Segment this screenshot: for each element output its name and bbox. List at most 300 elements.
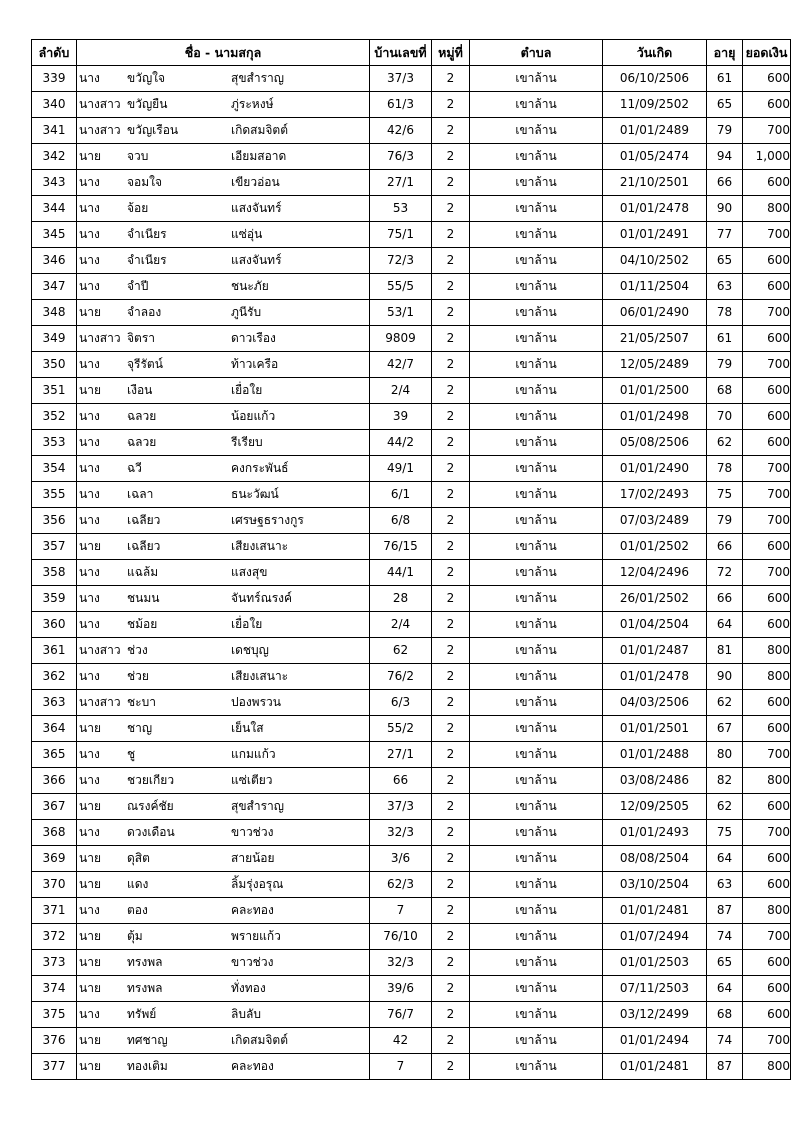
table-row	[32, 742, 791, 768]
cell-moo: 2	[432, 690, 470, 716]
cell-tambon: เขาล้าน	[470, 716, 603, 742]
name-last: ลิ้มรุ่งอรุณ	[231, 877, 284, 891]
cell-amount: 800	[743, 638, 791, 664]
cell-dob: 01/01/2500	[603, 378, 707, 404]
name-last: ขาวช่วง	[231, 955, 274, 969]
cell-name	[77, 716, 370, 742]
cell-age: 82	[707, 768, 743, 794]
cell-name	[77, 924, 370, 950]
cell-dob: 01/05/2474	[603, 144, 707, 170]
cell-seq: 362	[32, 664, 77, 690]
cell-moo: 2	[432, 820, 470, 846]
cell-seq: 370	[32, 872, 77, 898]
name-prefix: นาง	[79, 357, 100, 371]
cell-moo: 2	[432, 872, 470, 898]
name-first: เงือน	[127, 383, 153, 397]
cell-dob: 04/10/2502	[603, 248, 707, 274]
cell-amount: 700	[743, 222, 791, 248]
name-prefix: นาย	[79, 799, 101, 813]
cell-amount: 700	[743, 508, 791, 534]
cell-house: 66	[370, 768, 432, 794]
cell-amount: 600	[743, 326, 791, 352]
cell-tambon: เขาล้าน	[470, 508, 603, 534]
name-prefix: นาย	[79, 877, 101, 891]
name-prefix: นาย	[79, 149, 101, 163]
table-row	[32, 248, 791, 274]
name-last: สุขสำราญ	[231, 71, 284, 85]
cell-house: 3/6	[370, 846, 432, 872]
cell-amount: 800	[743, 664, 791, 690]
name-first: แฉล้ม	[127, 565, 159, 579]
table-row	[32, 508, 791, 534]
cell-dob: 01/01/2493	[603, 820, 707, 846]
cell-age: 61	[707, 326, 743, 352]
header-tambon: ตำบล	[470, 40, 603, 66]
cell-moo: 2	[432, 1054, 470, 1080]
cell-dob: 11/09/2502	[603, 92, 707, 118]
name-last: เอียมสอาด	[231, 149, 287, 163]
cell-name	[77, 950, 370, 976]
name-prefix: นาย	[79, 1059, 101, 1073]
cell-amount: 600	[743, 976, 791, 1002]
name-last: รีเรียบ	[231, 435, 263, 449]
cell-seq: 344	[32, 196, 77, 222]
cell-house: 7	[370, 898, 432, 924]
cell-age: 81	[707, 638, 743, 664]
name-last: แสงจันทร์	[231, 201, 282, 215]
name-prefix: นาง	[79, 279, 100, 293]
name-first: จ้อย	[127, 201, 149, 215]
name-first: ชะบา	[127, 695, 156, 709]
cell-seq: 340	[32, 92, 77, 118]
cell-moo: 2	[432, 222, 470, 248]
cell-dob: 12/09/2505	[603, 794, 707, 820]
cell-name	[77, 430, 370, 456]
cell-name	[77, 352, 370, 378]
cell-age: 62	[707, 430, 743, 456]
cell-amount: 600	[743, 248, 791, 274]
name-last: ภูนีรับ	[231, 305, 262, 319]
name-first: ทองเติม	[127, 1059, 168, 1073]
name-first: ชม้อย	[127, 617, 158, 631]
cell-house: 53	[370, 196, 432, 222]
name-first: ตุ้ม	[127, 929, 143, 943]
table-row	[32, 976, 791, 1002]
cell-tambon: เขาล้าน	[470, 274, 603, 300]
cell-name	[77, 586, 370, 612]
cell-moo: 2	[432, 1028, 470, 1054]
cell-seq: 350	[32, 352, 77, 378]
cell-dob: 01/01/2487	[603, 638, 707, 664]
cell-moo: 2	[432, 924, 470, 950]
cell-house: 7	[370, 1054, 432, 1080]
cell-name	[77, 404, 370, 430]
name-prefix: นาง	[79, 1007, 100, 1021]
name-last: เสียงเสนาะ	[231, 539, 289, 553]
table-body	[32, 66, 791, 1080]
cell-tambon: เขาล้าน	[470, 742, 603, 768]
cell-age: 75	[707, 820, 743, 846]
cell-tambon: เขาล้าน	[470, 404, 603, 430]
cell-tambon: เขาล้าน	[470, 794, 603, 820]
cell-amount: 600	[743, 378, 791, 404]
cell-dob: 17/02/2493	[603, 482, 707, 508]
cell-moo: 2	[432, 768, 470, 794]
cell-dob: 07/03/2489	[603, 508, 707, 534]
name-last: ภู่ระหงษ์	[231, 97, 274, 111]
cell-age: 68	[707, 1002, 743, 1028]
cell-name	[77, 638, 370, 664]
cell-seq: 361	[32, 638, 77, 664]
name-prefix: นาง	[79, 201, 100, 215]
cell-amount: 700	[743, 118, 791, 144]
cell-tambon: เขาล้าน	[470, 638, 603, 664]
cell-house: 72/3	[370, 248, 432, 274]
name-first: ณรงค์ชัย	[127, 799, 174, 813]
name-first: ช่วย	[127, 669, 149, 683]
cell-amount: 700	[743, 456, 791, 482]
cell-dob: 07/11/2503	[603, 976, 707, 1002]
cell-moo: 2	[432, 950, 470, 976]
cell-moo: 2	[432, 560, 470, 586]
cell-name	[77, 456, 370, 482]
cell-name	[77, 274, 370, 300]
name-prefix: นาง	[79, 175, 100, 189]
cell-age: 68	[707, 378, 743, 404]
name-first: ขวัญเรือน	[127, 123, 179, 137]
table-row	[32, 456, 791, 482]
table-row	[32, 612, 791, 638]
table-row	[32, 794, 791, 820]
cell-dob: 01/01/2501	[603, 716, 707, 742]
table-row	[32, 924, 791, 950]
cell-moo: 2	[432, 66, 470, 92]
cell-amount: 700	[743, 560, 791, 586]
name-first: ชาญ	[127, 721, 153, 735]
cell-seq: 354	[32, 456, 77, 482]
name-last: ปองพรวน	[231, 695, 281, 709]
cell-amount: 700	[743, 742, 791, 768]
cell-name	[77, 742, 370, 768]
cell-moo: 2	[432, 430, 470, 456]
name-last: พรายแก้ว	[231, 929, 281, 943]
cell-amount: 700	[743, 924, 791, 950]
name-prefix: นาง	[79, 513, 100, 527]
cell-house: 39/6	[370, 976, 432, 1002]
cell-age: 64	[707, 612, 743, 638]
cell-seq: 343	[32, 170, 77, 196]
cell-tambon: เขาล้าน	[470, 976, 603, 1002]
cell-dob: 04/03/2506	[603, 690, 707, 716]
cell-name	[77, 898, 370, 924]
cell-tambon: เขาล้าน	[470, 612, 603, 638]
cell-house: 62	[370, 638, 432, 664]
cell-amount: 600	[743, 794, 791, 820]
cell-age: 77	[707, 222, 743, 248]
cell-tambon: เขาล้าน	[470, 482, 603, 508]
table-row	[32, 820, 791, 846]
cell-tambon: เขาล้าน	[470, 222, 603, 248]
cell-seq: 365	[32, 742, 77, 768]
cell-dob: 01/01/2494	[603, 1028, 707, 1054]
cell-moo: 2	[432, 586, 470, 612]
cell-moo: 2	[432, 612, 470, 638]
table-row	[32, 560, 791, 586]
table-row	[32, 326, 791, 352]
cell-house: 55/5	[370, 274, 432, 300]
name-first: ชวยเกียว	[127, 773, 175, 787]
cell-name	[77, 1054, 370, 1080]
cell-age: 90	[707, 196, 743, 222]
cell-name	[77, 378, 370, 404]
cell-tambon: เขาล้าน	[470, 352, 603, 378]
cell-age: 72	[707, 560, 743, 586]
cell-age: 63	[707, 872, 743, 898]
name-first: ช่วง	[127, 643, 148, 657]
cell-amount: 800	[743, 768, 791, 794]
cell-moo: 2	[432, 482, 470, 508]
name-prefix: นาง	[79, 435, 100, 449]
cell-age: 63	[707, 274, 743, 300]
cell-age: 87	[707, 1054, 743, 1080]
cell-amount: 800	[743, 898, 791, 924]
name-first: ชนมน	[127, 591, 160, 605]
name-prefix: นางสาว	[79, 643, 121, 657]
table-row	[32, 690, 791, 716]
name-first: ทรัพย์	[127, 1007, 157, 1021]
cell-house: 76/15	[370, 534, 432, 560]
name-prefix: นางสาว	[79, 97, 121, 111]
name-first: เฉลียว	[127, 539, 161, 553]
cell-tambon: เขาล้าน	[470, 248, 603, 274]
cell-dob: 03/08/2486	[603, 768, 707, 794]
cell-tambon: เขาล้าน	[470, 534, 603, 560]
name-last: แสงสุข	[231, 565, 268, 579]
name-first: ชู	[127, 747, 136, 761]
table-row	[32, 898, 791, 924]
name-first: ตอง	[127, 903, 148, 917]
cell-house: 76/3	[370, 144, 432, 170]
cell-house: 61/3	[370, 92, 432, 118]
cell-seq: 368	[32, 820, 77, 846]
name-prefix: นาย	[79, 1033, 101, 1047]
cell-dob: 21/05/2507	[603, 326, 707, 352]
cell-name	[77, 690, 370, 716]
cell-tambon: เขาล้าน	[470, 924, 603, 950]
cell-moo: 2	[432, 144, 470, 170]
header-house: บ้านเลขที่	[370, 40, 432, 66]
name-prefix: นาง	[79, 227, 100, 241]
cell-tambon: เขาล้าน	[470, 144, 603, 170]
table-row	[32, 1054, 791, 1080]
cell-age: 79	[707, 118, 743, 144]
cell-amount: 1,000	[743, 144, 791, 170]
name-last: เศรษฐธรางกูร	[231, 513, 304, 527]
cell-dob: 01/01/2478	[603, 664, 707, 690]
name-first: ขวัญใจ	[127, 71, 166, 85]
cell-seq: 375	[32, 1002, 77, 1028]
cell-name	[77, 612, 370, 638]
cell-dob: 08/08/2504	[603, 846, 707, 872]
cell-seq: 371	[32, 898, 77, 924]
cell-age: 65	[707, 248, 743, 274]
cell-house: 75/1	[370, 222, 432, 248]
cell-house: 44/1	[370, 560, 432, 586]
cell-seq: 364	[32, 716, 77, 742]
cell-seq: 374	[32, 976, 77, 1002]
table-row	[32, 430, 791, 456]
cell-tambon: เขาล้าน	[470, 456, 603, 482]
cell-moo: 2	[432, 352, 470, 378]
name-first: ดวงเดือน	[127, 825, 175, 839]
cell-seq: 353	[32, 430, 77, 456]
name-prefix: นาง	[79, 409, 100, 423]
cell-moo: 2	[432, 742, 470, 768]
cell-house: 62/3	[370, 872, 432, 898]
cell-dob: 03/12/2499	[603, 1002, 707, 1028]
cell-name	[77, 872, 370, 898]
cell-tambon: เขาล้าน	[470, 846, 603, 872]
name-first: จำลอง	[127, 305, 162, 319]
cell-name	[77, 1002, 370, 1028]
cell-age: 66	[707, 534, 743, 560]
cell-amount: 600	[743, 872, 791, 898]
cell-moo: 2	[432, 378, 470, 404]
name-last: แซ่อุ่น	[231, 227, 263, 241]
cell-tambon: เขาล้าน	[470, 1002, 603, 1028]
table-row	[32, 274, 791, 300]
name-last: เสียงเสนาะ	[231, 669, 289, 683]
name-prefix: นาง	[79, 669, 100, 683]
cell-dob: 01/01/2481	[603, 1054, 707, 1080]
cell-house: 44/2	[370, 430, 432, 456]
cell-dob: 12/05/2489	[603, 352, 707, 378]
cell-moo: 2	[432, 1002, 470, 1028]
name-first: จวบ	[127, 149, 149, 163]
cell-age: 80	[707, 742, 743, 768]
name-first: จำเนียร	[127, 227, 167, 241]
cell-seq: 376	[32, 1028, 77, 1054]
cell-dob: 01/07/2494	[603, 924, 707, 950]
cell-dob: 01/01/2489	[603, 118, 707, 144]
cell-tambon: เขาล้าน	[470, 196, 603, 222]
cell-house: 39	[370, 404, 432, 430]
cell-dob: 01/01/2490	[603, 456, 707, 482]
cell-age: 62	[707, 690, 743, 716]
cell-age: 65	[707, 92, 743, 118]
cell-name	[77, 196, 370, 222]
cell-moo: 2	[432, 326, 470, 352]
cell-amount: 800	[743, 196, 791, 222]
name-prefix: นาง	[79, 773, 100, 787]
cell-moo: 2	[432, 664, 470, 690]
cell-house: 2/4	[370, 612, 432, 638]
cell-age: 78	[707, 456, 743, 482]
cell-seq: 373	[32, 950, 77, 976]
cell-amount: 600	[743, 1002, 791, 1028]
cell-moo: 2	[432, 118, 470, 144]
cell-age: 66	[707, 170, 743, 196]
table-row	[32, 404, 791, 430]
cell-name	[77, 508, 370, 534]
name-last: ลิบลับ	[231, 1007, 261, 1021]
table-row	[32, 586, 791, 612]
header-name: ชื่อ - นามสกุล	[77, 40, 370, 66]
cell-amount: 600	[743, 92, 791, 118]
name-last: คละทอง	[231, 903, 274, 917]
name-last: คงกระพันธ์	[231, 461, 289, 475]
table-row	[32, 352, 791, 378]
name-last: ดาวเรือง	[231, 331, 276, 345]
table-row	[32, 846, 791, 872]
table-row	[32, 170, 791, 196]
cell-tambon: เขาล้าน	[470, 664, 603, 690]
name-last: เกิดสมจิตต์	[231, 123, 289, 137]
cell-house: 6/8	[370, 508, 432, 534]
name-first: ทรงพล	[127, 955, 163, 969]
name-prefix: นาง	[79, 825, 100, 839]
name-last: แกมแก้ว	[231, 747, 276, 761]
cell-name	[77, 534, 370, 560]
cell-age: 70	[707, 404, 743, 430]
cell-dob: 01/04/2504	[603, 612, 707, 638]
beneficiary-table	[31, 39, 791, 1080]
cell-dob: 06/10/2506	[603, 66, 707, 92]
cell-seq: 355	[32, 482, 77, 508]
cell-name	[77, 664, 370, 690]
cell-house: 76/7	[370, 1002, 432, 1028]
name-last: สุขสำราญ	[231, 799, 284, 813]
cell-age: 94	[707, 144, 743, 170]
header-dob: วันเกิด	[603, 40, 707, 66]
name-first: ฉวี	[127, 461, 142, 475]
name-first: แดง	[127, 877, 149, 891]
cell-seq: 341	[32, 118, 77, 144]
cell-seq: 342	[32, 144, 77, 170]
name-first: จิตรา	[127, 331, 156, 345]
cell-amount: 800	[743, 1054, 791, 1080]
cell-moo: 2	[432, 846, 470, 872]
cell-seq: 360	[32, 612, 77, 638]
table-row	[32, 222, 791, 248]
header-row	[32, 40, 791, 66]
cell-tambon: เขาล้าน	[470, 768, 603, 794]
cell-moo: 2	[432, 534, 470, 560]
name-prefix: นาย	[79, 383, 101, 397]
name-prefix: นาย	[79, 955, 101, 969]
cell-seq: 357	[32, 534, 77, 560]
cell-name	[77, 326, 370, 352]
cell-house: 55/2	[370, 716, 432, 742]
cell-name	[77, 118, 370, 144]
cell-name	[77, 768, 370, 794]
cell-dob: 12/04/2496	[603, 560, 707, 586]
cell-house: 2/4	[370, 378, 432, 404]
cell-name	[77, 66, 370, 92]
table-row	[32, 664, 791, 690]
table-row	[32, 482, 791, 508]
cell-amount: 600	[743, 170, 791, 196]
cell-tambon: เขาล้าน	[470, 378, 603, 404]
cell-tambon: เขาล้าน	[470, 66, 603, 92]
cell-tambon: เขาล้าน	[470, 560, 603, 586]
cell-house: 28	[370, 586, 432, 612]
cell-seq: 369	[32, 846, 77, 872]
cell-moo: 2	[432, 274, 470, 300]
name-prefix: นาง	[79, 565, 100, 579]
cell-house: 37/3	[370, 66, 432, 92]
cell-age: 64	[707, 846, 743, 872]
